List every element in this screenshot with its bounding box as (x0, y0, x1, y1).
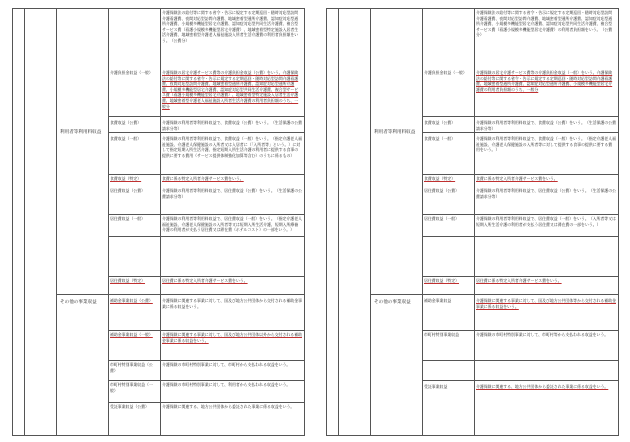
item-desc: 介護保険に関連する事業に対して、国及び地方公共団体以外から交付される補助金事業に係る収益をいう。 (162, 332, 302, 343)
item-label: 食費収益（特定） (424, 176, 456, 181)
left-page (12, 8, 304, 436)
item-desc: 介護保険法の給付等に関する省令・告示に規定する定期巡回・随時対応型訪問介護看護費、夜間対応型訪問介護費、地域密着型通所介護費、認知症対応型通所介護費、小規模多機能型居宅介護費、認知症対応型共同生活介護費、複合型サービス費（看護小規模多機能型居宅介護費）の利用者負担額をいう。（公費分） (476, 10, 613, 38)
item-desc: 介護保険の利用者等利用料収益で、居住費収益（一般）をいう。（入所者等又は短期入所生活介護の利用者が支払う居住費又は滞在費の一部をいう。） (476, 216, 616, 227)
item-label: 食費収益（公費） (110, 120, 142, 125)
item-desc: 介護保険法の給付等に関する省令・告示に規定する定期巡回・随時対応型訪問介護看護費、夜間対応型訪問介護費、地域密着型通所介護費、認知症対応型通所介護費、小規模多機能型居宅介護費、認知症対応型共同生活介護費、複合型サービス費（看護小規模多機能型居宅介護費）、地域密着型特定施設入居者生活介護費、地域密着型介護老人福祉施設入所者生活介護費の利用者負担額をいう。（公費分） (162, 10, 299, 43)
item-label: 補助金事業収益 (424, 298, 452, 303)
item-desc: 介護保険に関連する、地方公共団体から委託された事業に係る収益をいう。 (476, 384, 609, 389)
item-desc: 介護保険に関連する事業に対して、国及び地方公共団体等から交付される補助金事業に係る収益をいう。 (476, 298, 616, 309)
item-label: 市町村特別事業収益 (424, 332, 460, 337)
item-label: 補助金事業収益（一般） (110, 332, 153, 337)
category-other-business: その他の事業収益 (60, 300, 97, 305)
item-label: 市町村特別事業収益（公費） (110, 362, 153, 373)
item-desc: 介護保険の利用者等利用料収益で、食費収益（公費）をいう。（生活保護の公費請求分等） (476, 120, 616, 131)
item-label: 受託事業収益 (424, 384, 448, 389)
item-desc: 介護保険の利用者等利用料収益で、居住費収益（一般）をいう。（指定介護老人福祉施設、介護老人保健施設の入所者等又は短期入所生活介護、短期入所療養介護の利用者が支払う居住費又は滞在費（ホテルコスト）の一部をいう。） (162, 216, 302, 233)
item-label: 居住費収益（特定） (110, 278, 146, 283)
item-desc: 介護保険の市町村特別事業に対して、利用者から支払われる収益をいう。 (162, 382, 291, 387)
item-label: 市町村特別事業収益（一般） (110, 382, 153, 393)
category-other-business: その他の事業収益 (374, 300, 411, 305)
item-desc: 介護保険の利用者等利用料収益で、食費収益（一般）をいう。（指定介護老人福祉施設、介護老人保健施設の入所者等に対して提供する食事の提供に要する費用をいう。） (476, 136, 616, 153)
item-desc: 介護保険の利用者等利用料収益で、居住費収益（公費）をいう。（生活保護の公費請求分等） (476, 188, 616, 199)
item-desc: 介護保険の利用者等利用料収益で、居住費収益（公費）をいう。（生活保護の公費請求分等） (162, 188, 302, 199)
item-label: 居住費収益（公費） (424, 188, 460, 193)
item-label: 居住費収益（公費） (110, 188, 146, 193)
item-label: 居住費収益（一般） (110, 216, 146, 221)
item-label: 居住費収益（特定） (424, 278, 460, 283)
category-user-fees: 利用者等利用料収益 (374, 130, 416, 135)
item-label: 受託事業収益（公費） (110, 404, 149, 409)
item-label: 補助金事業収益（公費） (110, 298, 153, 303)
item-desc: 居住費に係る特定入所者介護サービス費をいう。 (476, 278, 562, 283)
item-label: 居住費収益（一般） (424, 216, 460, 221)
item-label: 食費収益（公費） (424, 120, 456, 125)
item-desc: 介護保険の居宅介護サービス費等の介護負担金収益（公費）をいう。介護保険法の給付等に関する省令・告示に規定する定期巡回・随時対応型訪問介護看護費、夜間対応型訪問介護費、地域密着型通所介護費、認知症対応型通所介護費、小規模多機能型居宅介護費、認知症対応型共同生活介護費、複合型サービス費（看護小規模多機能型居宅介護費）、地域密着型特定施設入居者生活介護費、地域密着型介護老人福祉施設入所者生活介護費の利用者負担額のうち、一般分 (162, 70, 299, 109)
item-desc: 食費に係る特定入所者介護サービス費をいう。 (162, 176, 244, 181)
item-desc: 居住費に係る特定入所者介護サービス費をいう。 (162, 278, 248, 283)
item-desc: 介護保険の利用者等利用料収益で、食費収益（一般）をいう。（指定介護老人福祉施設、介護老人保健施設の入所者又は入居者に（「入所者等」という。）に対して指定短期入所生活介護、指定短期入所生活介護の利用者に提供する食事の提供に要する費用（サービス提供体制強化加算等含む）のうちに係るもの） (162, 136, 302, 158)
item-desc: 介護保険の利用者等利用料収益で、食費収益（公費）をいう。（生活保護の公費請求分等） (162, 120, 302, 131)
right-page (326, 8, 618, 436)
item-label: 食費収益（特定） (110, 176, 142, 181)
category-user-fees: 利用者等利用料収益 (60, 130, 102, 135)
item-desc: 介護保険の市町村特別事業に対して、市町村等から支払われる収益をいう。 (476, 332, 609, 337)
item-label: 介護負担金収益（一般） (110, 70, 153, 75)
item-label: 介護負担金収益（一般） (424, 70, 467, 75)
item-label: 食費収益（一般） (424, 136, 456, 141)
item-desc: 介護保険に関連する、地方公共団体から委託された事業に係る収益をいう。 (162, 404, 295, 409)
item-desc: 介護保険の居宅介護サービス費等の介護負担金収益（一般）をいう。介護保険法の給付等に関する省令・告示に規定する定期巡回・随時対応型訪問介護看護費、地域密着型通所介護費、認知症対応型通所介護費、小規模多機能型居宅介護費の利用者負担額のうち、一般分 (476, 70, 613, 92)
item-label: 食費収益（一般） (110, 136, 142, 141)
item-desc: 介護保険の市町村特別事業に対して、市町村から支払われる収益をいう。 (162, 362, 291, 367)
item-desc: 食費に係る特定入所者介護サービス費をいう。 (476, 176, 558, 181)
item-desc: 介護保険に関連する事業に対して、国及び地方公共団体から交付される補助金事業に係る収益をいう。 (162, 298, 302, 309)
